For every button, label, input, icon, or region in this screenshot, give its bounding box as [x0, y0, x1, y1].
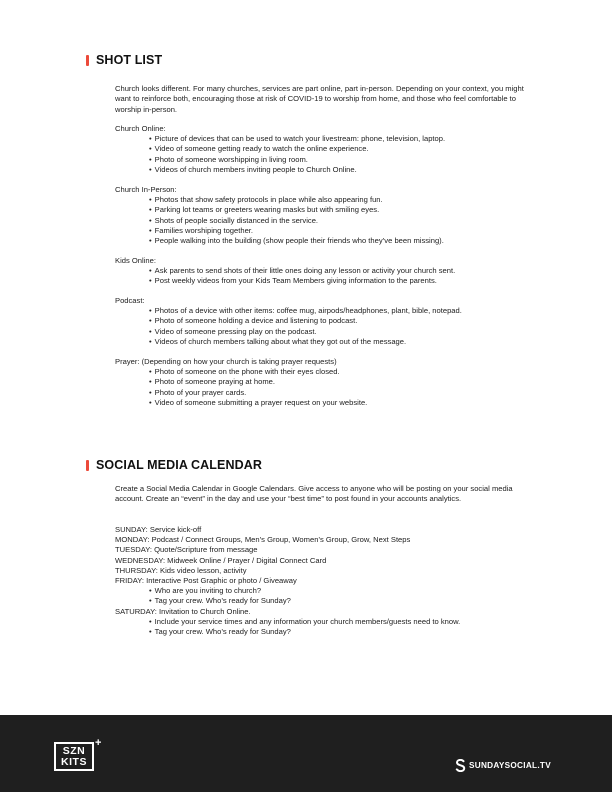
social-calendar-intro: Create a Social Media Calendar in Google Calendars. Give access to anyone who will be posting on your social media account. Create an “event” in the day and use your “best time” to post found in your accounts analytics.: [115, 484, 513, 504]
group-label: Church In-Person:: [115, 185, 177, 194]
calendar-day-wednesday: WEDNESDAY: Midweek Online / Prayer / Digital Connect Card: [115, 555, 327, 565]
calendar-day-sunday: SUNDAY: Service kick-off: [115, 525, 202, 534]
list-item: • Video of someone getting ready to watch the online experience.: [149, 144, 535, 154]
list-item: • Photo of someone praying at home.: [149, 377, 535, 387]
logo-plus-icon: +: [95, 737, 102, 749]
szn-kits-logo: [54, 738, 102, 772]
list-item: • Photo of someone worshipping in living room.: [149, 155, 535, 165]
page-footer: [0, 715, 612, 792]
shot-list-heading: [86, 53, 162, 67]
calendar-day-saturday: SATURDAY: Invitation to Church Online.: [115, 606, 251, 616]
heading-accent-bar: [86, 460, 89, 471]
logo-line-top: SZN: [62, 745, 86, 757]
social-calendar-title: SOCIAL MEDIA CALENDAR: [96, 458, 262, 472]
heading-accent-bar: [86, 55, 89, 66]
calendar-day-friday: FRIDAY: Interactive Post Graphic or photo / Giveaway: [115, 576, 297, 586]
list-item: • Tag your crew. Who’s ready for Sunday?: [149, 596, 535, 606]
social-calendar-heading: [86, 458, 262, 472]
s-mark-icon: [455, 759, 466, 772]
list-item: • Ask parents to send shots of their little ones doing any lesson or activity your church sent.: [149, 266, 535, 276]
calendar-day-monday: MONDAY: Podcast / Connect Groups, Men’s Group, Women’s Group, Grow, Next Steps: [115, 535, 411, 545]
shot-group-podcast: [115, 296, 535, 347]
group-label: Prayer: (Depending on how your church is taking prayer requests): [115, 357, 337, 366]
calendar-schedule: [115, 525, 535, 637]
list-item: • Photos that show safety protocols in place while also appearing fun.: [149, 195, 535, 205]
shot-list-title: SHOT LIST: [96, 53, 163, 67]
shot-group-kids-online: [115, 256, 535, 287]
shot-group-prayer: [115, 357, 535, 408]
shot-group-church-in-person: [115, 185, 535, 246]
list-item: • Video of someone submitting a prayer request on your website.: [149, 398, 535, 408]
group-label: Podcast:: [115, 296, 145, 305]
brand-url: SUNDAYSOCIAL.TV: [469, 761, 551, 770]
list-item: • Families worshiping together.: [149, 226, 535, 236]
shot-group-church-online: [115, 124, 535, 175]
group-label: Kids Online:: [115, 256, 156, 265]
szn-kits-logo-box: [54, 742, 94, 771]
list-item: • Photo of someone on the phone with their eyes closed.: [149, 367, 535, 377]
list-item: • Include your service times and any information your church members/guests need to know.: [149, 617, 535, 627]
list-item: • Who are you inviting to church?: [149, 586, 535, 596]
list-item: • Photo of your prayer cards.: [149, 388, 535, 398]
list-item: • People walking into the building (show people their friends who they’ve been missing).: [149, 236, 535, 246]
list-item: • Video of someone pressing play on the podcast.: [149, 327, 535, 337]
group-label: Church Online:: [115, 124, 166, 133]
list-item: • Post weekly videos from your Kids Team Members giving information to the parents.: [149, 276, 535, 286]
list-item: • Tag your crew. Who’s ready for Sunday?: [149, 627, 535, 637]
calendar-day-tuesday: TUESDAY: Quote/Scripture from message: [115, 545, 258, 555]
list-item: • Picture of devices that can be used to watch your livestream: phone, television, laptop.: [149, 134, 535, 144]
list-item: • Shots of people socially distanced in the service.: [149, 216, 535, 226]
list-item: • Photos of a device with other items: coffee mug, airpods/headphones, plant, bible, notepad.: [149, 306, 535, 316]
logo-line-bottom: KITS: [61, 755, 87, 768]
list-item: • Videos of church members talking about what they got out of the message.: [149, 337, 535, 347]
calendar-day-thursday: THURSDAY: Kids video lesson, activity: [115, 565, 247, 575]
list-item: • Photo of someone holding a device and listening to podcast.: [149, 316, 535, 326]
list-item: • Videos of church members inviting people to Church Online.: [149, 165, 535, 175]
sundaysocial-brand: [455, 759, 551, 772]
list-item: • Parking lot teams or greeters wearing masks but with smiling eyes.: [149, 205, 535, 215]
shot-list-intro: Church looks different. For many churches, services are part online, part in-person. Depending on your context, you might want to reinforce both, encouraging those at risk of COVID-19 to worship from home, and those who feel comfortable to worship in-person.: [115, 84, 524, 114]
